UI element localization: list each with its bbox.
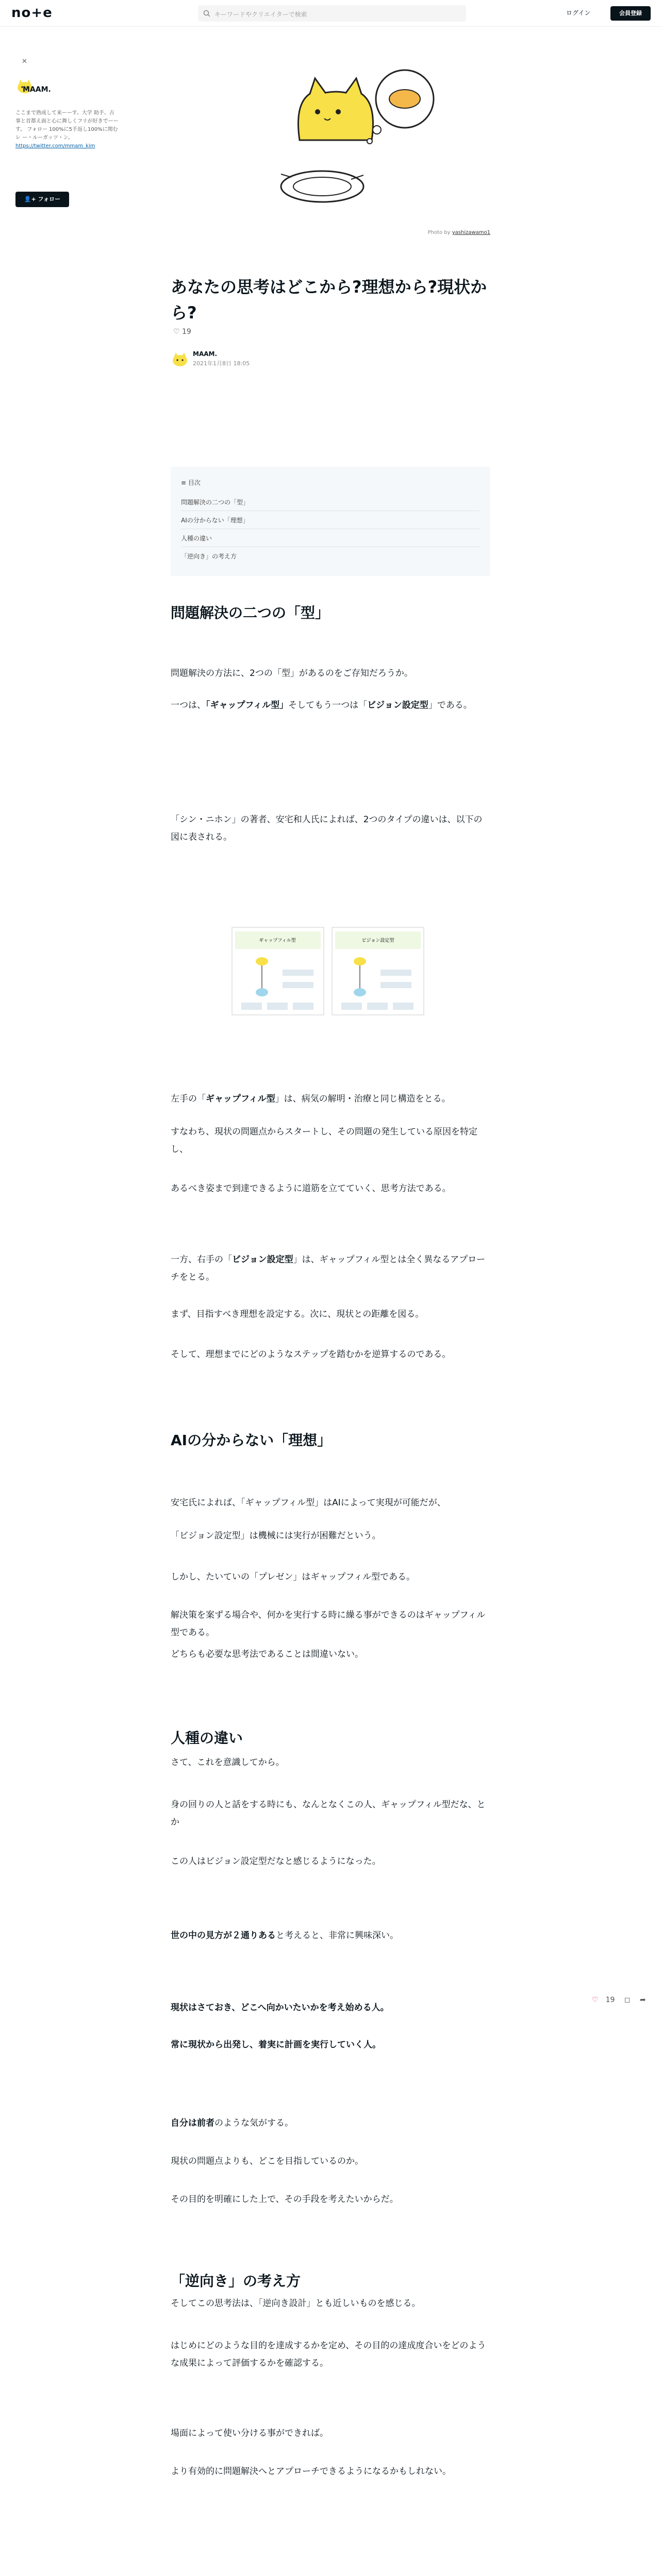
list-icon: ≡ [181, 479, 188, 486]
floating-action-bar [592, 1996, 653, 2004]
toc-item[interactable]: 問題解決の二つの「型」 [181, 493, 480, 511]
paragraph: 場面によって使い分ける事ができれば。 [171, 2428, 328, 2438]
share-icon[interactable]: ➦ [639, 1996, 646, 2004]
strong-text: ビジョン設定型 [367, 700, 428, 710]
search-box[interactable] [198, 5, 466, 22]
paragraph: そしてこの思考法は、「逆向き設計」とも近しいものを感じる。 [171, 2298, 421, 2309]
heart-icon[interactable]: ♡ [592, 1996, 599, 2004]
sidebar-follow-button[interactable] [15, 192, 69, 207]
paragraph: 安宅氏によれば、「ギャップフィル型」はAIによって実現が可能だが、 [171, 1498, 446, 1508]
note-logo[interactable]: no+e [11, 5, 53, 21]
strong-text: ギャップフィル型 [206, 1094, 275, 1104]
paragraph: 自分は前者のような気がする。 [171, 2118, 293, 2128]
sidebar-author-name[interactable]: MAAM. [23, 86, 51, 94]
login-link[interactable]: ログイン [566, 9, 591, 16]
author-avatar[interactable] [171, 350, 189, 369]
diagram-left-title: ギャップフィル型 [259, 938, 296, 943]
paragraph: 解決策を案ずる場合や、何かを実行する時に繰る事ができるのはギャップフィル型である。 [171, 1610, 486, 1638]
comment-icon[interactable]: ◻ [624, 1996, 631, 2004]
paragraph: 「シン・ニホン」の著者、安宅和人氏によれば、2つのタイプの違いは、以下の図に表される。 [171, 815, 483, 842]
photo-author-link[interactable]: yashizawamo1 [452, 230, 490, 235]
toc-item[interactable]: 人種の違い [181, 529, 480, 547]
paragraph: 一方、右手の「ビジョン設定型」は、ギャップフィル型とは全く異なるアプローチをとる。 [171, 1255, 486, 1282]
sidebar-bio-text: ここまで熟成して来ーーす。大学 助手、古事と首都え面と心に舞しくフリが好きでーーす。 フォロー 100%に5手返し100%に関むレ ー・ルーガッツ・ン。 [15, 110, 119, 141]
diagram-right-title: ビジョン設定型 [361, 938, 394, 943]
top-header [0, 0, 662, 27]
paragraph: 左手の「ギャップフィル型」は、病気の解明・治療と同じ構造をとる。 [171, 1094, 451, 1104]
paragraph: あるべき姿まで到達できるように道筋を立てていく、思考方法である。 [171, 1183, 451, 1194]
like-counter[interactable] [173, 328, 191, 336]
section-heading: 「逆向き」の考え方 [171, 2273, 301, 2290]
twitter-link[interactable]: https://twitter.com/mmam_kim [15, 143, 95, 149]
paragraph: どちらも必要な思考法であることは間違いない。 [171, 1649, 363, 1659]
sidebar-follow-label: フォロー [38, 196, 61, 202]
paragraph: はじめにどのような目的を達成するかを定め、その目的の達成度合いをどのような成果によって評価するかを確認する。 [171, 2341, 486, 2368]
strong-text: 「ギャップフィル型」 [206, 700, 289, 710]
signup-button[interactable]: 会員登録 [610, 6, 651, 21]
photo-by-label: Photo by [427, 230, 451, 235]
section-heading: AIの分からない「理想」 [171, 1432, 332, 1449]
author-name[interactable]: MAAM. [193, 350, 218, 358]
paragraph: さて、これを意識してから。 [171, 1757, 285, 1768]
section-heading: 人種の違い [171, 1730, 243, 1747]
like-count: 19 [605, 1996, 615, 2004]
strong-text: 現状はさておき、どこへ向かいたいかを考え始める人。 [171, 2003, 389, 2013]
paragraph: まず、目指すべき理想を設定する。次に、現状との距離を図る。 [171, 1309, 424, 1319]
toc-heading: ≡ 目次 [181, 479, 201, 486]
paragraph: 身の回りの人と話をする時にも、なんとなくこの人、ギャップフィル型だな、とか [171, 1800, 486, 1827]
paragraph: その目的を明確にした上で、その手段を考えたいからだ。 [171, 2194, 399, 2205]
search-placeholder: キーワードやクリエイターで検索 [214, 11, 307, 18]
section-heading: 問題解決の二つの「型」 [171, 604, 330, 621]
user-plus-icon: 👤+ [24, 196, 36, 202]
table-of-contents [171, 467, 490, 576]
photo-credit [171, 230, 490, 235]
paragraph: そして、理想までにどのようなステップを踏むかを逆算するのである。 [171, 1349, 451, 1360]
paragraph [171, 1999, 490, 2016]
toc-item[interactable]: AIの分からない「理想」 [181, 511, 480, 529]
paragraph: しかし、たいていの「プレゼン」はギャップフィル型である。 [171, 1572, 415, 1582]
paragraph: 現状の問題点よりも、どこを目指しているのか。 [171, 2156, 363, 2166]
like-count: 19 [182, 328, 191, 336]
strong-text: 常に現状から出発し、着実に計画を実行していく人。 [171, 2040, 381, 2050]
publish-date: 2021年1月8日 18:05 [193, 360, 250, 367]
close-icon[interactable]: ✕ [22, 58, 27, 65]
paragraph [171, 2036, 490, 2054]
search-icon [203, 9, 210, 19]
article-title: あなたの思考はどこから?理想から?現状から? [171, 277, 487, 323]
strong-text: 世の中の見方が２通りある [171, 1930, 276, 1941]
sidebar-bio [15, 109, 119, 150]
heart-icon[interactable]: ♡ [173, 328, 180, 336]
paragraph: より有効的に問題解決へとアプローチできるようになるかもしれない。 [171, 2466, 451, 2477]
paragraph: すなわち、現状の問題点からスタートし、その問題の発生している原因を特定し、 [171, 1127, 477, 1155]
strong-text: ビジョン設定型 [232, 1255, 293, 1265]
toc-item[interactable]: 「逆向き」の考え方 [181, 553, 237, 560]
paragraph: 問題解決の方法に、2つの「型」があるのをご存知だろうか。 [171, 668, 413, 679]
paragraph: 世の中の見方が２通りあると考えると、非常に興味深い。 [171, 1930, 399, 1941]
hero-illustration [171, 27, 490, 239]
strong-text: 自分は前者 [171, 2118, 214, 2128]
paragraph: 「ビジョン設定型」は機械には実行が困難だという。 [171, 1531, 381, 1541]
paragraph: この人はビジョン設定型だなと感じるようになった。 [171, 1856, 381, 1867]
paragraph: 一つは、「ギャップフィル型」そしてもう一つは「ビジョン設定型」である。 [171, 700, 472, 710]
comparison-diagram [231, 920, 426, 1029]
